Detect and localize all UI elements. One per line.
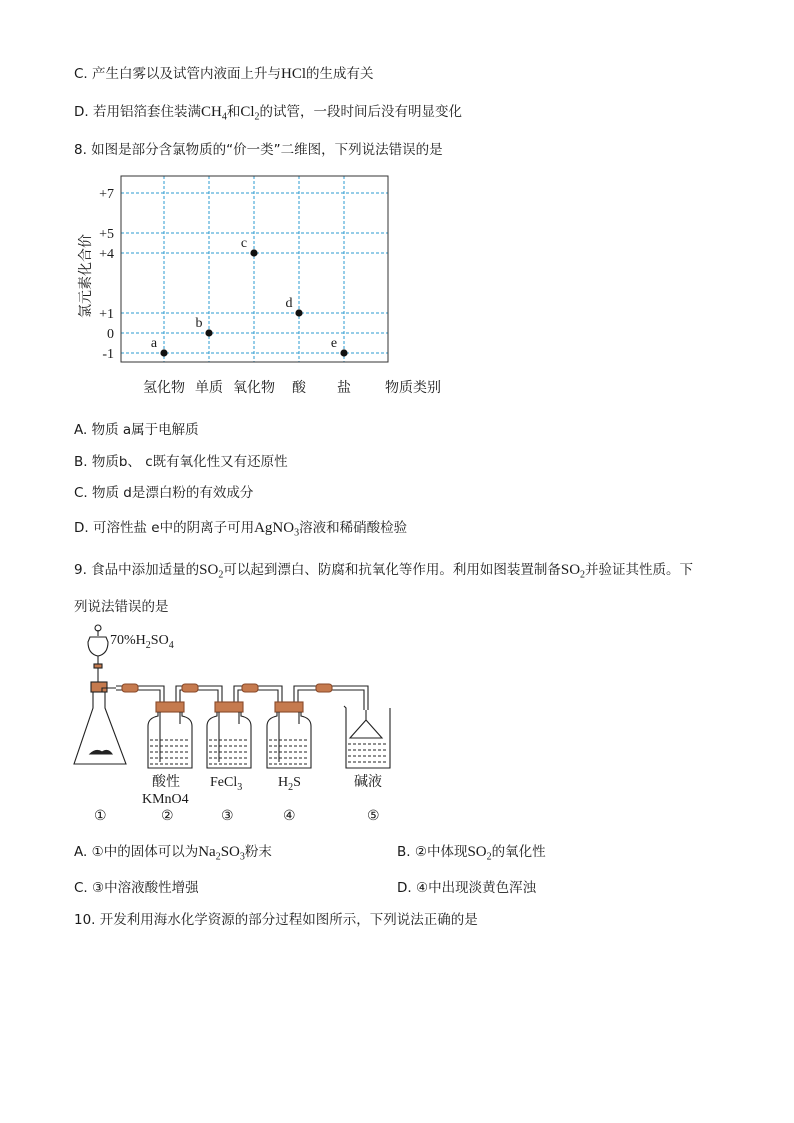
formula: Cl bbox=[240, 104, 255, 120]
option-letter: D. bbox=[74, 520, 89, 536]
q10-stem bbox=[74, 910, 478, 930]
y-tick-label: +1 bbox=[99, 307, 114, 322]
x-tick-label: 单质 bbox=[195, 380, 223, 396]
apparatus-number-3: ③ bbox=[221, 809, 234, 824]
q9-stem-line2 bbox=[74, 597, 169, 617]
subscript: 4 bbox=[221, 111, 227, 123]
subscript: 2 bbox=[215, 851, 221, 863]
q9-option-c bbox=[74, 878, 199, 898]
data-points bbox=[151, 236, 348, 357]
option-text: 和 bbox=[226, 104, 241, 120]
option-text: 若用铝箔套住装满 bbox=[92, 104, 201, 120]
data-point-c bbox=[250, 249, 257, 256]
option-text: ④中出现淡黄色浑浊 bbox=[415, 880, 537, 896]
bottle3-label: FeCl$_3$ bbox=[210, 775, 243, 793]
subscript: 3 bbox=[239, 851, 245, 863]
question-stem: 列说法错误的是 bbox=[74, 599, 169, 615]
q8-option-a bbox=[74, 420, 199, 440]
question-stem: 10. 开发利用海水化学资源的部分过程如图所示，下列说法正确的是 bbox=[74, 912, 478, 928]
data-point-a bbox=[160, 349, 167, 356]
wash-bottle-2 bbox=[148, 702, 192, 768]
bottle4-label: $H_2S$ bbox=[278, 775, 301, 793]
point-label-a: a bbox=[150, 336, 158, 351]
subscript: 2 bbox=[218, 569, 224, 581]
option-letter: B. bbox=[74, 454, 88, 470]
q7-option-d bbox=[74, 102, 462, 128]
x-tick-labels bbox=[143, 379, 351, 396]
option-letter: A. bbox=[74, 844, 88, 860]
option-text: 溶液和稀硝酸检验 bbox=[299, 520, 408, 536]
y-axis-label: 氯元素化合价 bbox=[78, 234, 94, 318]
q9-option-d bbox=[397, 878, 536, 898]
y-tick-label: +4 bbox=[99, 247, 114, 262]
acid-label: $70\%H_2SO_4$ bbox=[110, 633, 174, 651]
formula: Na bbox=[198, 844, 216, 860]
option-text: 物质b、 c既有氧化性又有还原性 bbox=[91, 454, 288, 470]
option-text: 物质 d是漂白粉的有效成分 bbox=[92, 485, 254, 501]
subscript: 3 bbox=[294, 527, 300, 539]
option-letter: D. bbox=[397, 880, 412, 896]
subscript: 2 bbox=[254, 111, 260, 123]
option-letter: A. bbox=[74, 422, 88, 438]
point-label-d: d bbox=[285, 296, 293, 311]
option-text: 物质 a属于电解质 bbox=[91, 422, 199, 438]
x-axis-label: 物质类别 bbox=[385, 380, 441, 396]
option-text: 产生白雾以及试管内液面上升与 bbox=[92, 66, 282, 82]
wash-bottle-3 bbox=[207, 702, 251, 768]
x-tick-label: 氢化物 bbox=[143, 380, 185, 396]
option-text: 粉末 bbox=[244, 844, 272, 860]
beaker bbox=[344, 706, 390, 768]
apparatus-number-5: ⑤ bbox=[367, 809, 380, 824]
wash-bottles bbox=[148, 702, 311, 768]
bottle2-label-line2: KMnO4 bbox=[142, 792, 189, 807]
y-tick-labels bbox=[99, 187, 114, 362]
option-text: ③中溶液酸性增强 bbox=[92, 880, 199, 896]
formula: AgNO bbox=[254, 520, 295, 536]
dropping-funnel bbox=[88, 625, 108, 686]
option-text: 的生成有关 bbox=[306, 66, 374, 82]
q9-option-a bbox=[74, 842, 272, 868]
option-letter: B. bbox=[397, 844, 411, 860]
option-text: ①中的固体可以为 bbox=[91, 844, 199, 860]
option-text: ②中体现 bbox=[414, 844, 468, 860]
bottle2-label-line1: 酸性 bbox=[152, 774, 180, 790]
so2-apparatus-diagram bbox=[64, 622, 404, 828]
x-tick-label: 氧化物 bbox=[233, 380, 275, 396]
q7-option-c bbox=[74, 64, 374, 84]
question-stem: 9. 食品中添加适量的 bbox=[74, 562, 200, 578]
y-tick-label: -1 bbox=[102, 347, 114, 362]
q8-option-d bbox=[74, 518, 407, 544]
wash-bottle-4 bbox=[267, 702, 311, 768]
formula: SO bbox=[467, 844, 487, 860]
q9-stem-line1 bbox=[74, 560, 693, 586]
point-label-e: e bbox=[330, 336, 338, 351]
option-text: 的试管，一段时间后没有明显变化 bbox=[259, 104, 463, 120]
chart-grid bbox=[121, 176, 388, 362]
point-label-c: c bbox=[240, 236, 248, 251]
x-tick-label: 酸 bbox=[292, 380, 306, 396]
question-stem: 8. 如图是部分含氯物质的“价一类”二维图，下列说法错误的是 bbox=[74, 142, 443, 158]
apparatus-number-2: ② bbox=[161, 809, 174, 824]
question-stem: 可以起到漂白、防腐和抗氧化等作用。利用如图装置制备 bbox=[223, 562, 561, 578]
option-text: 的氧化性 bbox=[491, 844, 546, 860]
beaker-label: 碱液 bbox=[354, 774, 382, 790]
q9-option-b bbox=[397, 842, 546, 868]
conical-flask bbox=[74, 682, 126, 764]
data-point-b bbox=[205, 329, 212, 336]
valence-class-chart bbox=[66, 166, 456, 402]
formula: SO bbox=[220, 844, 240, 860]
subscript: 2 bbox=[486, 851, 492, 863]
y-tick-label: +5 bbox=[99, 227, 114, 242]
q8-option-b bbox=[74, 452, 288, 472]
data-point-e bbox=[340, 349, 347, 356]
formula: SO bbox=[560, 562, 581, 578]
subscript: 2 bbox=[580, 569, 586, 581]
formula: CH bbox=[200, 104, 222, 120]
y-tick-label: +7 bbox=[99, 187, 114, 202]
apparatus-number-1: ① bbox=[94, 809, 107, 824]
data-point-d bbox=[295, 309, 302, 316]
option-letter: C. bbox=[74, 485, 88, 501]
option-letter: C. bbox=[74, 880, 88, 896]
y-tick-label: 0 bbox=[107, 327, 114, 342]
x-tick-label: 盐 bbox=[337, 380, 351, 396]
option-letter: C. bbox=[74, 66, 88, 82]
option-letter: D. bbox=[74, 104, 89, 120]
q8-stem bbox=[74, 140, 443, 160]
q8-option-c bbox=[74, 483, 253, 503]
question-stem: 并验证其性质。下 bbox=[585, 562, 694, 578]
option-text: 可溶性盐 e中的阴离子可用 bbox=[92, 520, 255, 536]
apparatus-number-4: ④ bbox=[283, 809, 296, 824]
formula: HCl bbox=[281, 66, 307, 82]
formula: SO bbox=[199, 562, 219, 578]
point-label-b: b bbox=[195, 316, 203, 331]
